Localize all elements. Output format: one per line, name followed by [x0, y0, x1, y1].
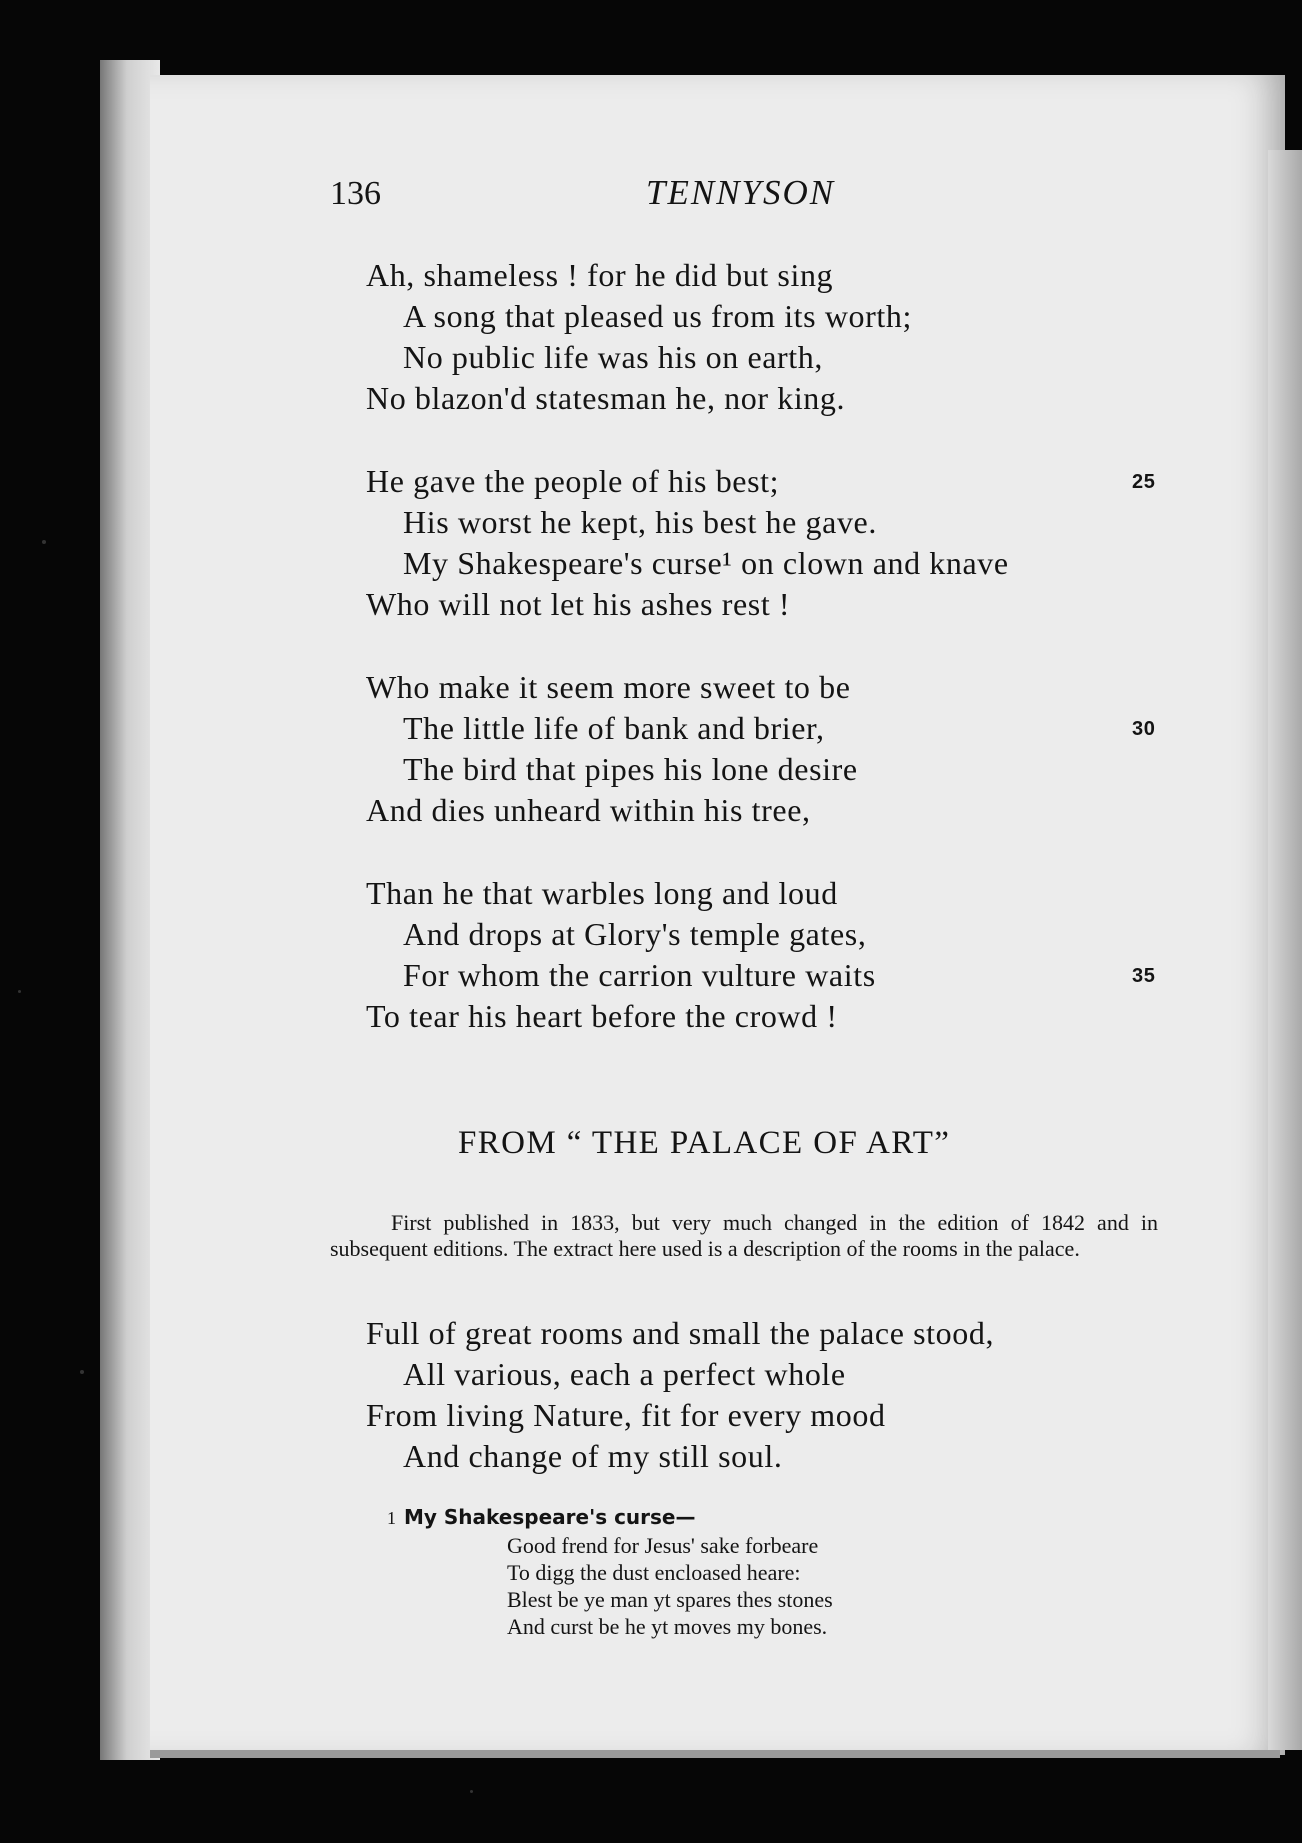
- poem-line: [366, 955, 1226, 996]
- poem-line-text: Who will not let his ashes rest !: [366, 586, 791, 622]
- poem-line-text: A song that pleased us from its worth;: [403, 298, 912, 334]
- poem-part-2: [366, 1313, 1186, 1477]
- poem-line-text: Who make it seem more sweet to be: [366, 669, 851, 705]
- poem-line-text: No public life was his on earth,: [403, 339, 823, 375]
- footnote-line: And curst be he yt moves my bones.: [507, 1614, 828, 1639]
- poem-line: [366, 1436, 1186, 1477]
- page-number: 136: [330, 175, 381, 212]
- poem-line: [366, 296, 1226, 337]
- dust-speck: [18, 990, 21, 993]
- running-head: TENNYSON: [646, 173, 836, 212]
- dust-speck: [470, 1790, 473, 1793]
- poem-line: [366, 1395, 1186, 1436]
- poem-line: [366, 1313, 1186, 1354]
- poem-line: [366, 337, 1226, 378]
- poem-line: [366, 667, 1226, 708]
- poem-line: [366, 461, 1226, 502]
- footnote-line: Good frend for Jesus' sake forbeare: [507, 1533, 819, 1558]
- poem-line-text: The bird that pipes his lone desire: [403, 751, 858, 787]
- poem-line: [366, 914, 1226, 955]
- footnote-line: To digg the dust encloased heare:: [507, 1560, 801, 1585]
- poem-line-text: Ah, shameless ! for he did but sing: [366, 257, 834, 293]
- facing-page-edge: [1268, 150, 1302, 1750]
- poem-line: [366, 543, 1226, 584]
- poem-line: [366, 255, 1226, 296]
- footnote: [387, 1503, 1087, 1640]
- footnote-line: Blest be ye man yt spares thes stones: [507, 1587, 833, 1612]
- poem-line-text: His worst he kept, his best he gave.: [403, 504, 877, 540]
- stanza-break: [366, 419, 1226, 461]
- poem-line-text: He gave the people of his best;: [366, 463, 780, 499]
- poem-part-1: [366, 255, 1226, 1037]
- footnote-heading-line: [387, 1503, 1087, 1532]
- poem-line-text: And drops at Glory's temple gates,: [403, 916, 867, 952]
- poem-line: [366, 873, 1226, 914]
- dust-speck: [80, 1370, 84, 1374]
- poem-line: [366, 502, 1226, 543]
- stanza-break: [366, 625, 1226, 667]
- section-title: FROM “ THE PALACE OF ART”: [458, 1125, 951, 1161]
- section-intro: First published in 1833, but very much changed in the edition of 1842 and in subsequent editions. The extract here used is a description of the rooms in the palace.: [330, 1210, 1158, 1261]
- line-number: 35: [1132, 965, 1156, 987]
- poem-line: [366, 996, 1226, 1037]
- poem-line-text: My Shakespeare's curse¹ on clown and knave: [403, 545, 1009, 581]
- poem-line-text: No blazon'd statesman he, nor king.: [366, 380, 846, 416]
- poem-line-text: The little life of bank and brier,: [403, 710, 825, 746]
- stanza-break: [366, 831, 1226, 873]
- poem-line: [366, 1354, 1186, 1395]
- poem-line: [366, 749, 1226, 790]
- poem-line: [366, 584, 1226, 625]
- dust-speck: [42, 540, 46, 544]
- poem-line-text: And change of my still soul.: [403, 1438, 783, 1474]
- poem-line-text: Than he that warbles long and loud: [366, 875, 838, 911]
- line-number: 30: [1132, 718, 1156, 740]
- poem-line-text: For whom the carrion vulture waits: [403, 957, 876, 993]
- poem-line-text: And dies unheard within his tree,: [366, 792, 811, 828]
- line-number: 25: [1132, 471, 1156, 493]
- poem-line-text: All various, each a perfect whole: [403, 1356, 846, 1392]
- footnote-heading: My Shakespeare's curse—: [404, 1505, 696, 1529]
- poem-line-text: To tear his heart before the crowd !: [366, 998, 838, 1034]
- poem-line: [366, 708, 1226, 749]
- poem-line-text: From living Nature, fit for every mood: [366, 1397, 886, 1433]
- poem-line: [366, 790, 1226, 831]
- poem-line-text: Full of great rooms and small the palace stood,: [366, 1315, 995, 1351]
- footnote-mark: 1: [387, 1508, 396, 1528]
- poem-line: [366, 378, 1226, 419]
- bottom-page-edge: [150, 1750, 1280, 1758]
